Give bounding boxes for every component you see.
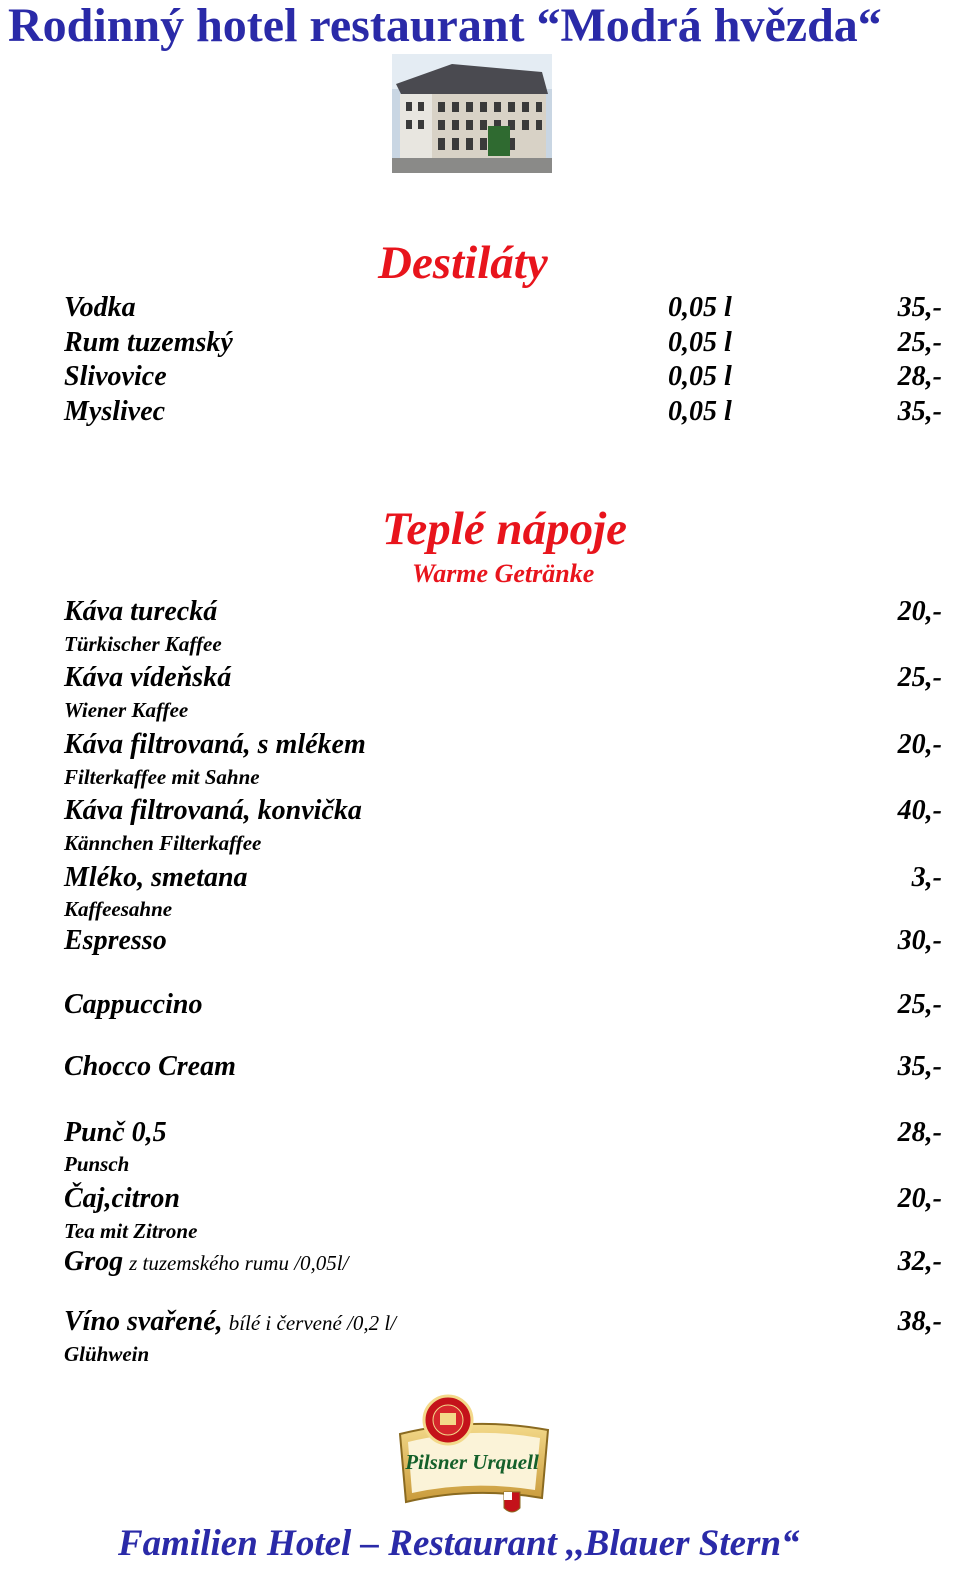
page-title: Rodinný hotel restaurant “Modrá hvězda“: [8, 0, 882, 52]
list-item-name: Čaj,citron: [64, 1183, 180, 1214]
list-item-name: Vodka: [64, 292, 136, 323]
list-item-price: 25,-: [897, 989, 942, 1020]
list-item-name: Káva vídeňská: [64, 662, 232, 693]
list-item-note: z tuzemského rumu /0,05l/: [129, 1251, 349, 1275]
list-item-price: 20,-: [897, 596, 942, 627]
list-item-name: Chocco Cream: [64, 1051, 236, 1082]
list-item-name: Espresso: [64, 925, 167, 956]
list-item-price: 35,-: [897, 292, 942, 323]
list-item-name: Káva filtrovaná, s mlékem: [64, 729, 366, 760]
list-item-name: Myslivec: [64, 396, 166, 427]
list-item-price: 25,-: [897, 662, 942, 693]
list-item-name-text: Víno svařené,: [64, 1306, 223, 1337]
list-item-name: Rum tuzemský: [64, 327, 233, 358]
list-item-name: Punč 0,5: [64, 1117, 167, 1148]
list-item-translation: Glühwein: [64, 1342, 150, 1366]
list-item-price: 32,-: [897, 1246, 942, 1277]
list-item-name: [64, 1246, 348, 1278]
list-item-translation: Filterkaffee mit Sahne: [64, 765, 260, 789]
hotel-photo: [392, 54, 552, 173]
list-item-translation: Wiener Kaffee: [64, 698, 189, 722]
list-item-price: 35,-: [897, 396, 942, 427]
pilsner-urquell-logo: [392, 1394, 552, 1519]
list-item-note: bílé i červené /0,2 l/: [228, 1311, 397, 1335]
list-item-qty: 0,05 l: [668, 361, 732, 392]
list-item-qty: 0,05 l: [668, 327, 732, 358]
list-item-translation: Tea mit Zitrone: [64, 1219, 198, 1243]
list-item-name: Slivovice: [64, 361, 167, 392]
logo-text: Pilsner Urquell: [405, 1450, 539, 1474]
list-item-price: 25,-: [897, 327, 942, 358]
list-item-price: 28,-: [897, 1117, 942, 1148]
list-item-qty: 0,05 l: [668, 292, 732, 323]
list-item-name: Káva filtrovaná, konvička: [64, 795, 362, 826]
list-item-translation: Punsch: [64, 1152, 130, 1176]
list-item-price: 3,-: [911, 862, 942, 893]
list-item-name: Mléko, smetana: [64, 862, 248, 893]
list-item-qty: 0,05 l: [668, 396, 732, 427]
list-item-translation: Türkischer Kaffee: [64, 632, 222, 656]
list-item-translation: Kaffeesahne: [64, 897, 173, 921]
section-subtitle: Warme Getränke: [412, 559, 595, 588]
list-item-name-text: Grog: [64, 1246, 124, 1277]
footer-title: Familien Hotel – Restaurant ,,Blauer Stern“: [118, 1523, 800, 1564]
list-item-name: [64, 1306, 396, 1338]
list-item-price: 30,-: [897, 925, 942, 956]
list-item-price: 28,-: [897, 361, 942, 392]
list-item-translation: Kännchen Filterkaffee: [64, 831, 262, 855]
list-item-price: 40,-: [897, 795, 942, 826]
list-item-name: Káva turecká: [64, 596, 218, 627]
list-item-price: 38,-: [897, 1306, 942, 1337]
list-item-price: 20,-: [897, 1183, 942, 1214]
list-item-name: Cappuccino: [64, 989, 203, 1020]
section-title-teple-napoje: Teplé nápoje: [382, 503, 627, 555]
section-title-destilaty: Destiláty: [378, 237, 548, 289]
list-item-price: 35,-: [897, 1051, 942, 1082]
list-item-price: 20,-: [897, 729, 942, 760]
